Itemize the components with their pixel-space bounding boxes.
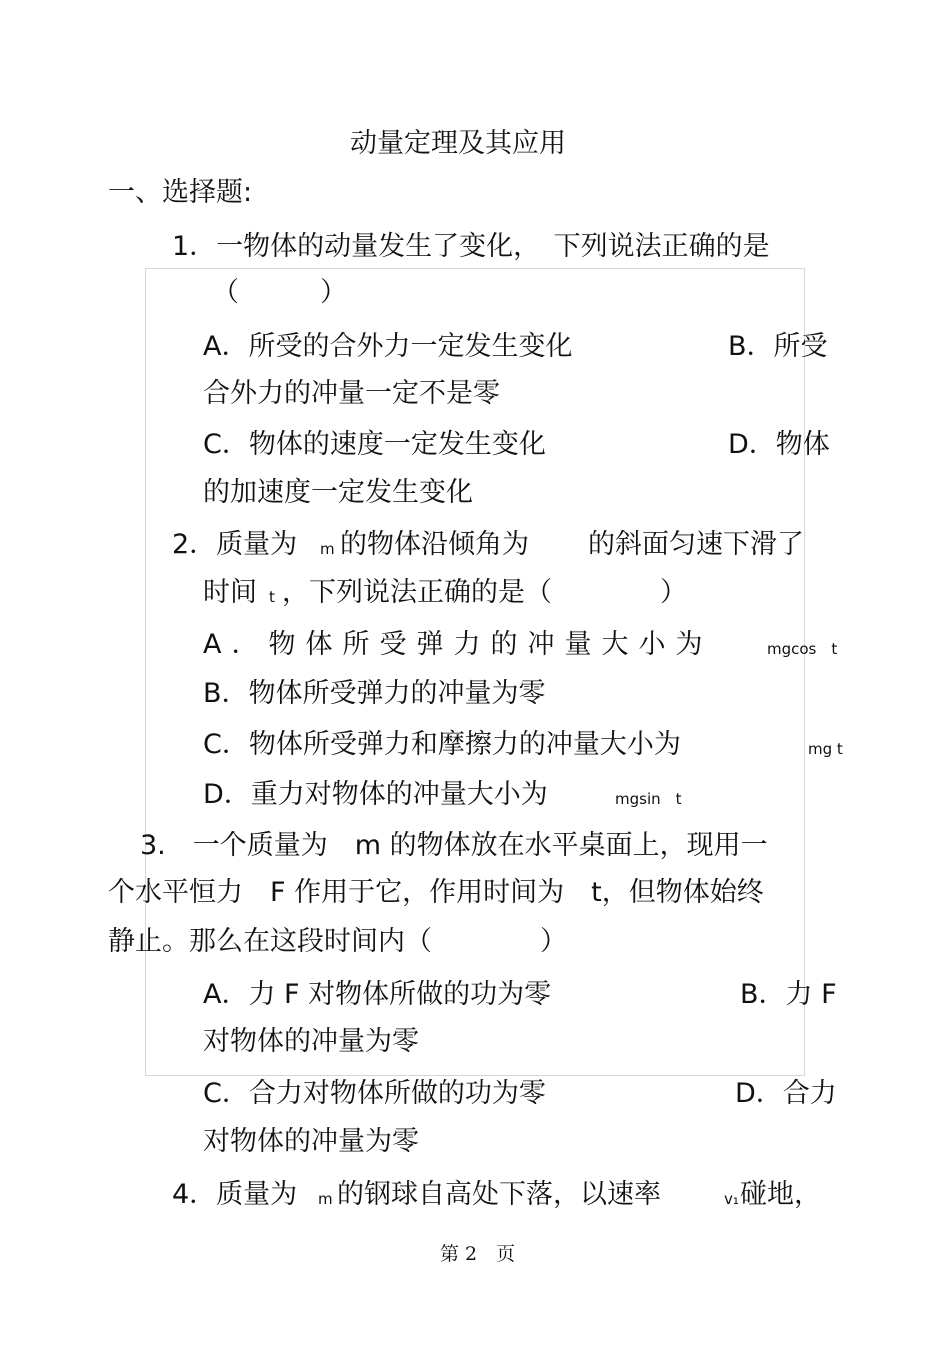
q2-stem-part3: 的斜面匀速下滑了 [588, 529, 804, 560]
q3-stem-line2: 个水平恒力 F 作用于它，作用时间为 t，但物体始终 [108, 877, 764, 908]
q2-var-m: m [320, 540, 335, 558]
q1-option-b-cont: 合外力的冲量一定不是零 [203, 378, 500, 409]
q1-option-a: A．所受的合外力一定发生变化 [203, 331, 573, 362]
q3-option-b-cont: 对物体的冲量为零 [203, 1026, 419, 1057]
q4-stem-part2: 的钢球自高处下落，以速率 [337, 1179, 661, 1210]
q4-stem-part3: 碰地， [740, 1179, 821, 1210]
q2-var-t: t [269, 588, 275, 606]
q3-option-b: B．力 F [740, 979, 837, 1010]
q1-option-d-cont: 的加速度一定发生变化 [203, 477, 473, 508]
q4-var-v1: v₁ [724, 1190, 739, 1208]
q2-line2-part1: 时间 [203, 577, 257, 608]
q2-option-d-formula: mgsin t [615, 790, 682, 808]
q4-var-m: m [318, 1190, 333, 1208]
q1-answer-paren: （ ） [212, 277, 347, 308]
page-title: 动量定理及其应用 [350, 128, 566, 159]
q2-option-c: C．物体所受弹力和摩擦力的冲量大小为 [203, 729, 681, 760]
q2-option-a-formula: mgcos t [767, 640, 838, 658]
q3-option-c: C．合力对物体所做的功为零 [203, 1078, 546, 1109]
q2-option-d: D．重力对物体的冲量大小为 [203, 779, 548, 810]
q2-option-c-formula: mg t [808, 740, 843, 758]
q1-option-c: C．物体的速度一定发生变化 [203, 429, 546, 460]
q2-option-a: A．物体所受弹力的冲量大小为 [203, 629, 713, 660]
q1-option-d: D．物体 [728, 429, 830, 460]
q3-option-d-cont: 对物体的冲量为零 [203, 1126, 419, 1157]
q3-option-a: A．力 F 对物体所做的功为零 [203, 979, 552, 1010]
q4-stem-part1: 4．质量为 [172, 1179, 298, 1210]
q2-line2-part2: ，下列说法正确的是（ ） [282, 577, 687, 608]
section-heading: 一、选择题: [108, 177, 253, 208]
q1-option-b: B．所受 [728, 331, 828, 362]
q2-stem-part2: 的物体沿倾角为 [340, 529, 529, 560]
q2-stem-part1: 2．质量为 [172, 529, 298, 560]
q3-stem-line3: 静止。那么在这段时间内（ ） [108, 926, 567, 957]
q1-stem: 1．一物体的动量发生了变化， 下列说法正确的是 [172, 231, 770, 262]
page-number: 第 2 页 [440, 1243, 516, 1265]
q2-option-b: B．物体所受弹力的冲量为零 [203, 678, 546, 709]
q3-option-d: D．合力 [735, 1078, 837, 1109]
q3-stem-line1: 3. 一个质量为 m 的物体放在水平桌面上，现用一 [140, 830, 768, 861]
